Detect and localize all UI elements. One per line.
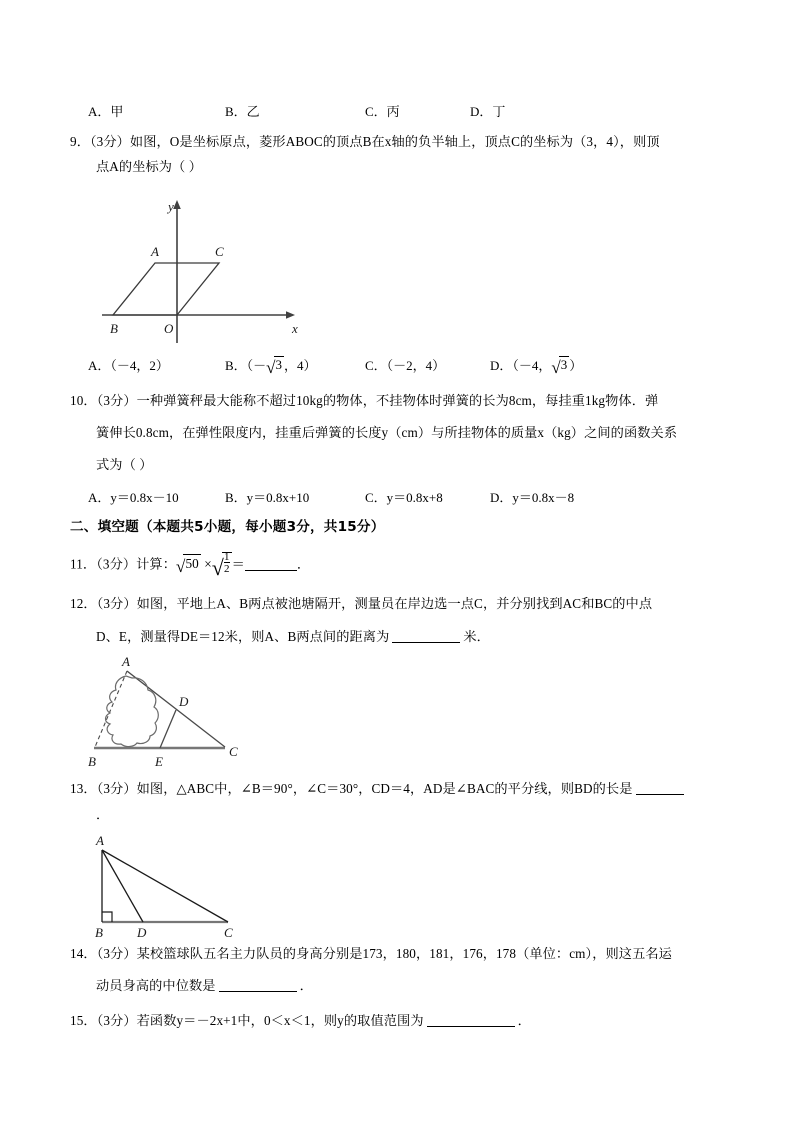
q9-text-line2: 点A的坐标为（ ）: [96, 159, 203, 174]
q13-label-c: C: [224, 925, 233, 940]
q10-option-c: C．y＝0.8x+8: [365, 490, 443, 505]
q11-radicand-2: [222, 552, 232, 576]
q9-option-b-post: ，4）: [284, 358, 317, 373]
q10-option-a: A．y＝0.8x－10: [88, 490, 179, 505]
q9-label-y: y: [168, 199, 174, 214]
q12-label-d: D: [179, 694, 189, 709]
q11-equals: ＝: [231, 556, 245, 572]
q12-answer-blank[interactable]: [392, 630, 460, 643]
q14-text-line2-post: ．: [299, 978, 313, 993]
q9-option-b: B．（－√3 ，4）: [225, 357, 317, 377]
q11-prefix: 11．（3分）计算：: [70, 556, 177, 572]
q8-option-d: D．丁: [470, 104, 506, 119]
q13-text-line1: [70, 780, 684, 797]
q9-label-a: A: [151, 244, 159, 259]
q10-text-line2: 簧伸长0.8cm，在弹性限度内，挂重后弹簧的长度y（cm）与所挂物体的质量x（kg）之间的函数关系: [96, 425, 678, 440]
q11-fraction-numerator: 1: [223, 551, 230, 563]
q9-option-c: C．（－2，4）: [365, 358, 446, 373]
q9-label-b: B: [110, 321, 118, 336]
q13-figure-right-triangle: [88, 832, 338, 940]
q14-answer-blank[interactable]: [219, 979, 297, 992]
q13-label-b: B: [95, 925, 103, 940]
q12-label-e: E: [155, 754, 163, 769]
q12-label-a: A: [122, 654, 130, 669]
section-2-heading: 二、填空题（本题共5小题，每小题3分，共15分）: [70, 519, 385, 535]
q12-figure-pond-triangle: [82, 652, 352, 772]
q9-label-c: C: [215, 244, 224, 259]
q9-text-line1: 9．（3分）如图，O是坐标原点，菱形ABOC的顶点B在x轴的负半轴上，顶点C的坐标为（3，4），则顶: [70, 134, 660, 149]
q9-option-b-radicand: 3: [275, 357, 283, 372]
q9-option-d-pre: D．（－4，: [490, 358, 552, 373]
q9-option-d-post: ）: [569, 358, 583, 373]
q14-text-line2: [96, 977, 313, 994]
q9-option-a: A．（－4，2）: [88, 358, 169, 373]
q14-text-line2-pre: 动员身高的中位数是: [96, 978, 216, 993]
q13-answer-blank[interactable]: [636, 782, 684, 795]
q11-answer-blank[interactable]: [245, 558, 297, 571]
q12-text-line2-pre: D、E，测量得DE＝12米，则A、B两点间的距离为: [96, 629, 390, 644]
q10-option-b: B．y＝0.8x+10: [225, 490, 310, 505]
q8-option-a: A．甲: [88, 104, 124, 119]
q12-text-line1: 12．（3分）如图，平地上A、B两点被池塘隔开，测量员在岸边选一点C，并分别找到AC和BC的中点: [70, 596, 653, 611]
q9-label-o: O: [164, 321, 174, 336]
q12-label-b: B: [88, 754, 96, 769]
q13-label-d: D: [137, 925, 147, 940]
q15-text-post: ．: [517, 1013, 531, 1028]
q10-option-d: D．y＝0.8x－8: [490, 490, 575, 505]
q9-figure-rhombus-coordinate: [100, 195, 310, 347]
q11-radicand-1: 50: [185, 555, 199, 571]
q13-text-line1-content: 13．（3分）如图，△ABC中，∠B＝90°，∠C＝30°，CD＝4，AD是∠BAC的平分线，则BD的长是: [70, 781, 633, 796]
q11-times-symbol: ×: [204, 556, 212, 572]
q15-text: [70, 1012, 531, 1029]
q14-text-line1: 14．（3分）某校篮球队五名主力队员的身高分别是173，180，181，176，178（单位：cm），则这五名运: [70, 946, 672, 961]
q12-label-c: C: [229, 744, 238, 759]
q9-label-x: x: [292, 321, 298, 336]
q8-option-c: C．丙: [365, 104, 400, 119]
q11-text: 11．（3分）计算：$√50 \times√\frac{1}{2}$ ＝ ．: [70, 551, 311, 580]
q15-text-pre: 15．（3分）若函数y＝－2x+1中，0＜x＜1，则y的取值范围为: [70, 1013, 424, 1028]
q8-option-b: B．乙: [225, 104, 260, 119]
q9-option-d-radicand: 3: [560, 357, 568, 372]
q12-text-line2: [96, 628, 490, 645]
q9-option-b-pre: B．（－: [225, 358, 267, 373]
q9-option-d: D．（－4，√3 ）: [490, 357, 583, 377]
q10-text-line3: 式为（ ）: [96, 457, 153, 472]
q11-fraction-denominator: 2: [223, 562, 230, 575]
q12-text-line2-post: 米．: [463, 629, 490, 644]
q15-answer-blank[interactable]: [427, 1014, 515, 1027]
q13-text-line2: ．: [96, 807, 110, 822]
q10-text-line1: 10．（3分）一种弹簧秤最大能称不超过10kg的物体，不挂物体时弹簧的长为8cm，每挂重1kg物体．弹: [70, 393, 659, 408]
q13-label-a: A: [96, 833, 104, 848]
q11-suffix: ．: [296, 556, 311, 572]
